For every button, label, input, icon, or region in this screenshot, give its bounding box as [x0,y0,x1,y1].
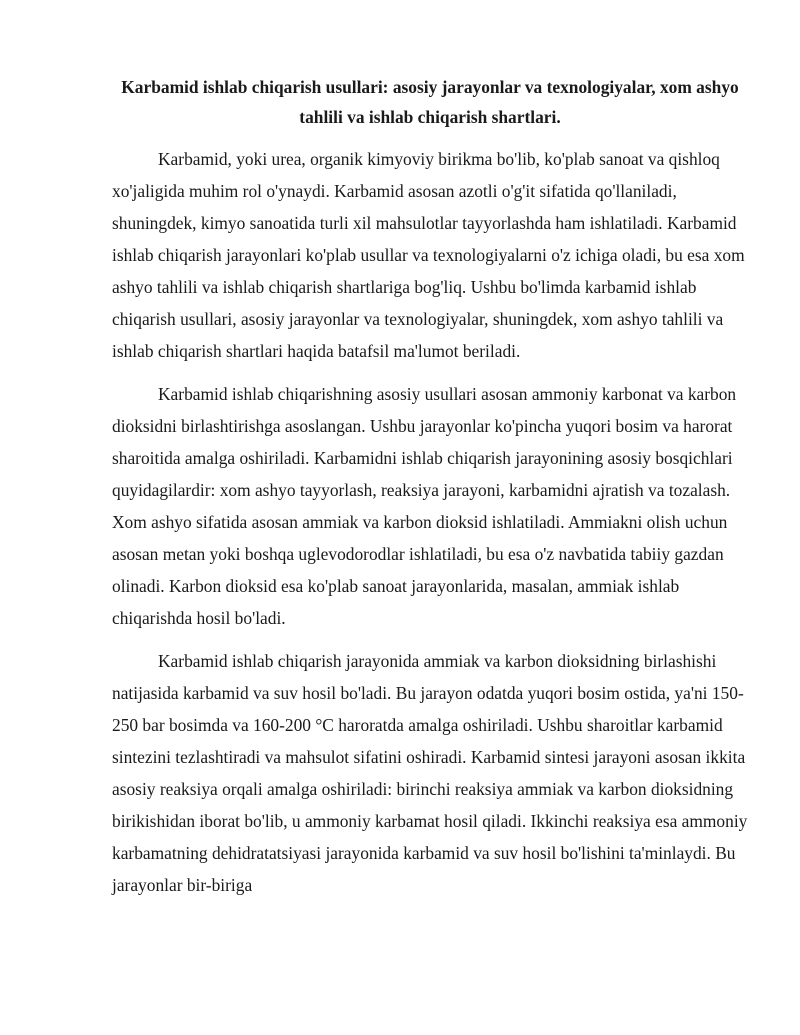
paragraph-2: Karbamid ishlab chiqarishning asosiy usullari asosan ammoniy karbonat va karbon dioksidni birlashtirishga asoslangan. Ushbu jarayonlar ko'pincha yuqori bosim va harorat sharoitida amalga oshiriladi. Karbamidni ishlab chiqarish jarayonining asosiy bosqichlari quyidagilardir: xom ashyo tayyorlash, reaksiya jarayoni, karbamidni ajratish va tozalash. Xom ashyo sifatida asosan ammiak va karbon dioksid ishlatiladi. Ammiakni olish uchun asosan metan yoki boshqa uglevodorodlar ishlatiladi, bu esa o'z navbatida tabiiy gazdan olinadi. Karbon dioksid esa ko'plab sanoat jarayonlarida, masalan, ammiak ishlab chiqarishda hosil bo'ladi. [112,384,737,628]
document-title: Karbamid ishlab chiqarish usullari: asosiy jarayonlar va texnologiyalar, xom ashyo tahlili va ishlab chiqarish shartlari. [121,77,739,127]
paragraph-1: Karbamid, yoki urea, organik kimyoviy birikma bo'lib, ko'plab sanoat va qishloq xo'jaligida muhim rol o'ynaydi. Karbamid asosan azotli o'g'it sifatida qo'llaniladi, shuningdek, kimyo sanoatida turli xil mahsulotlar tayyorlashda ham ishlatiladi. Karbamid ishlab chiqarish jarayonlari ko'plab usullar va texnologiyalarni o'z ichiga oladi, bu esa xom ashyo tahlili va ishlab chiqarish shartlariga bog'liq. Ushbu bo'limda karbamid ishlab chiqarish usullari, asosiy jarayonlar va texnologiyalar, shuningdek, xom ashyo tahlili va ishlab chiqarish shartlari haqida batafsil ma'lumot beriladi. [112,149,745,361]
document-page [112,72,748,912]
paragraph-3: Karbamid ishlab chiqarish jarayonida ammiak va karbon dioksidning birlashishi natijasida karbamid va suv hosil bo'ladi. Bu jarayon odatda yuqori bosim ostida, ya'ni 150-250 bar bosimda va 160-200 °C haroratda amalga oshiriladi. Ushbu sharoitlar karbamid sintezini tezlashtiradi va mahsulot sifatini oshiradi. Karbamid sintesi jarayoni asosan ikkita asosiy reaksiya orqali amalga oshiriladi: birinchi reaksiya ammiak va karbon dioksidning birikishidan iborat bo'lib, u ammoniy karbamat hosil qiladi. Ikkinchi reaksiya esa ammoniy karbamatning dehidratatsiyasi jarayonida karbamid va suv hosil bo'lishini ta'minlaydi. Bu jarayonlar bir-biriga [112,651,748,895]
